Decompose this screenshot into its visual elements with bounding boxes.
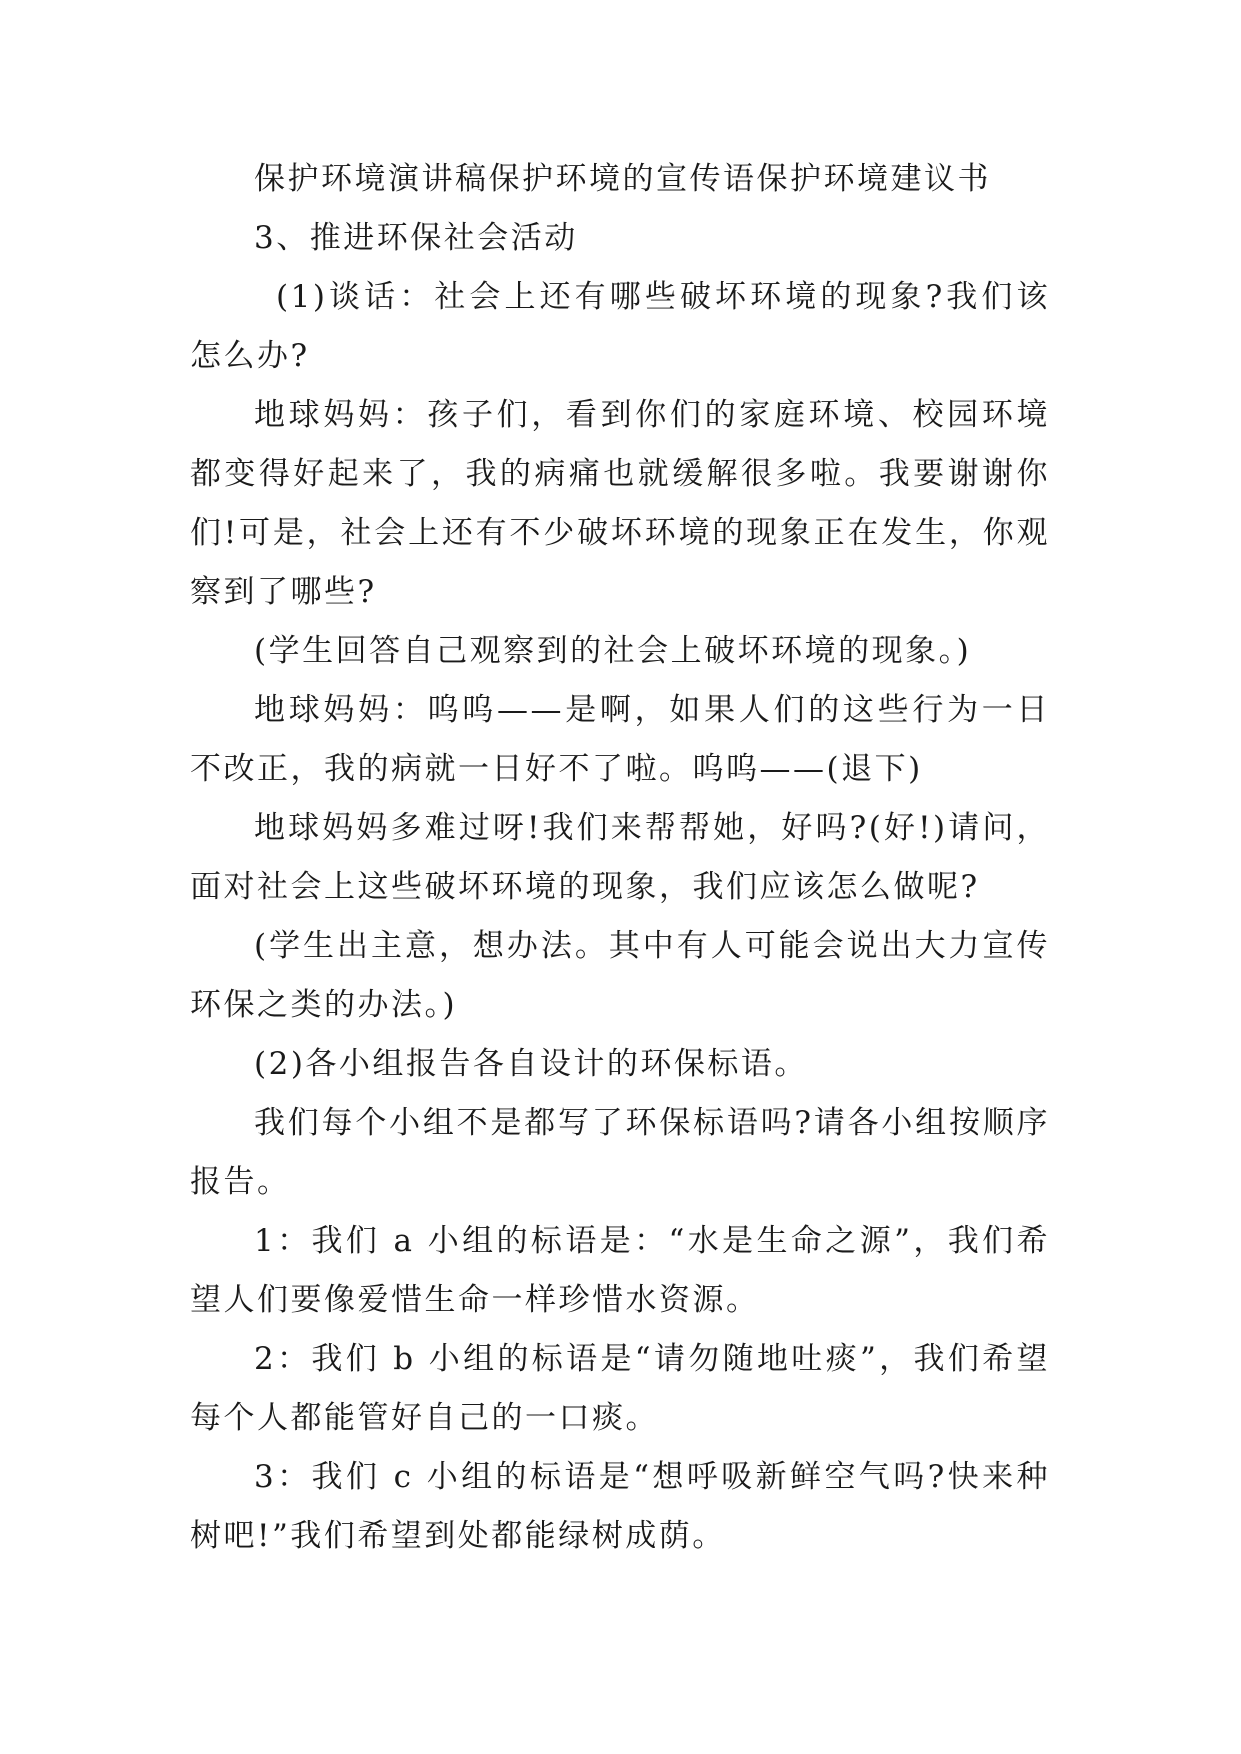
paragraph-earth-mother-2: 地球妈妈：呜呜——是啊，如果人们的这些行为一日不改正，我的病就一日好不了啦。呜呜——(退下): [190, 692, 1050, 787]
paragraph-section-heading: 3、推进环保社会活动: [254, 220, 578, 256]
paragraph-report-request: 我们每个小组不是都写了环保标语吗?请各小组按顺序报告。: [190, 1105, 1050, 1200]
paragraph-student-answer: (学生回答自己观察到的社会上破坏环境的现象。): [254, 633, 972, 669]
paragraph-group-a: 1：我们 a 小组的标语是：“水是生命之源”，我们希望人们要像爱惜生命一样珍惜水资源。: [190, 1223, 1050, 1318]
paragraph-group-b: 2：我们 b 小组的标语是“请勿随地吐痰”，我们希望每个人都能管好自己的一口痰。: [190, 1341, 1050, 1436]
document-body: [190, 150, 1050, 1566]
paragraph-title-line: 保护环境演讲稿保护环境的宣传语保护环境建议书: [254, 161, 991, 197]
paragraph-group-report: (2)各小组报告各自设计的环保标语。: [254, 1046, 808, 1082]
paragraph-discussion: (1)谈话：社会上还有哪些破坏环境的现象?我们该怎么办?: [190, 279, 1050, 374]
paragraph-student-ideas: (学生出主意，想办法。其中有人可能会说出大力宣传环保之类的办法。): [190, 928, 1050, 1023]
paragraph-earth-mother-1: 地球妈妈：孩子们，看到你们的家庭环境、校园环境都变得好起来了，我的病痛也就缓解很多啦。我要谢谢你们!可是，社会上还有不少破坏环境的现象正在发生，你观察到了哪些?: [190, 397, 1050, 610]
paragraph-group-c: 3：我们 c 小组的标语是“想呼吸新鲜空气吗?快来种树吧!”我们希望到处都能绿树成荫。: [190, 1459, 1050, 1554]
paragraph-question: 地球妈妈多难过呀!我们来帮帮她，好吗?(好!)请问，面对社会上这些破坏环境的现象，我们应该怎么做呢?: [190, 810, 1050, 905]
